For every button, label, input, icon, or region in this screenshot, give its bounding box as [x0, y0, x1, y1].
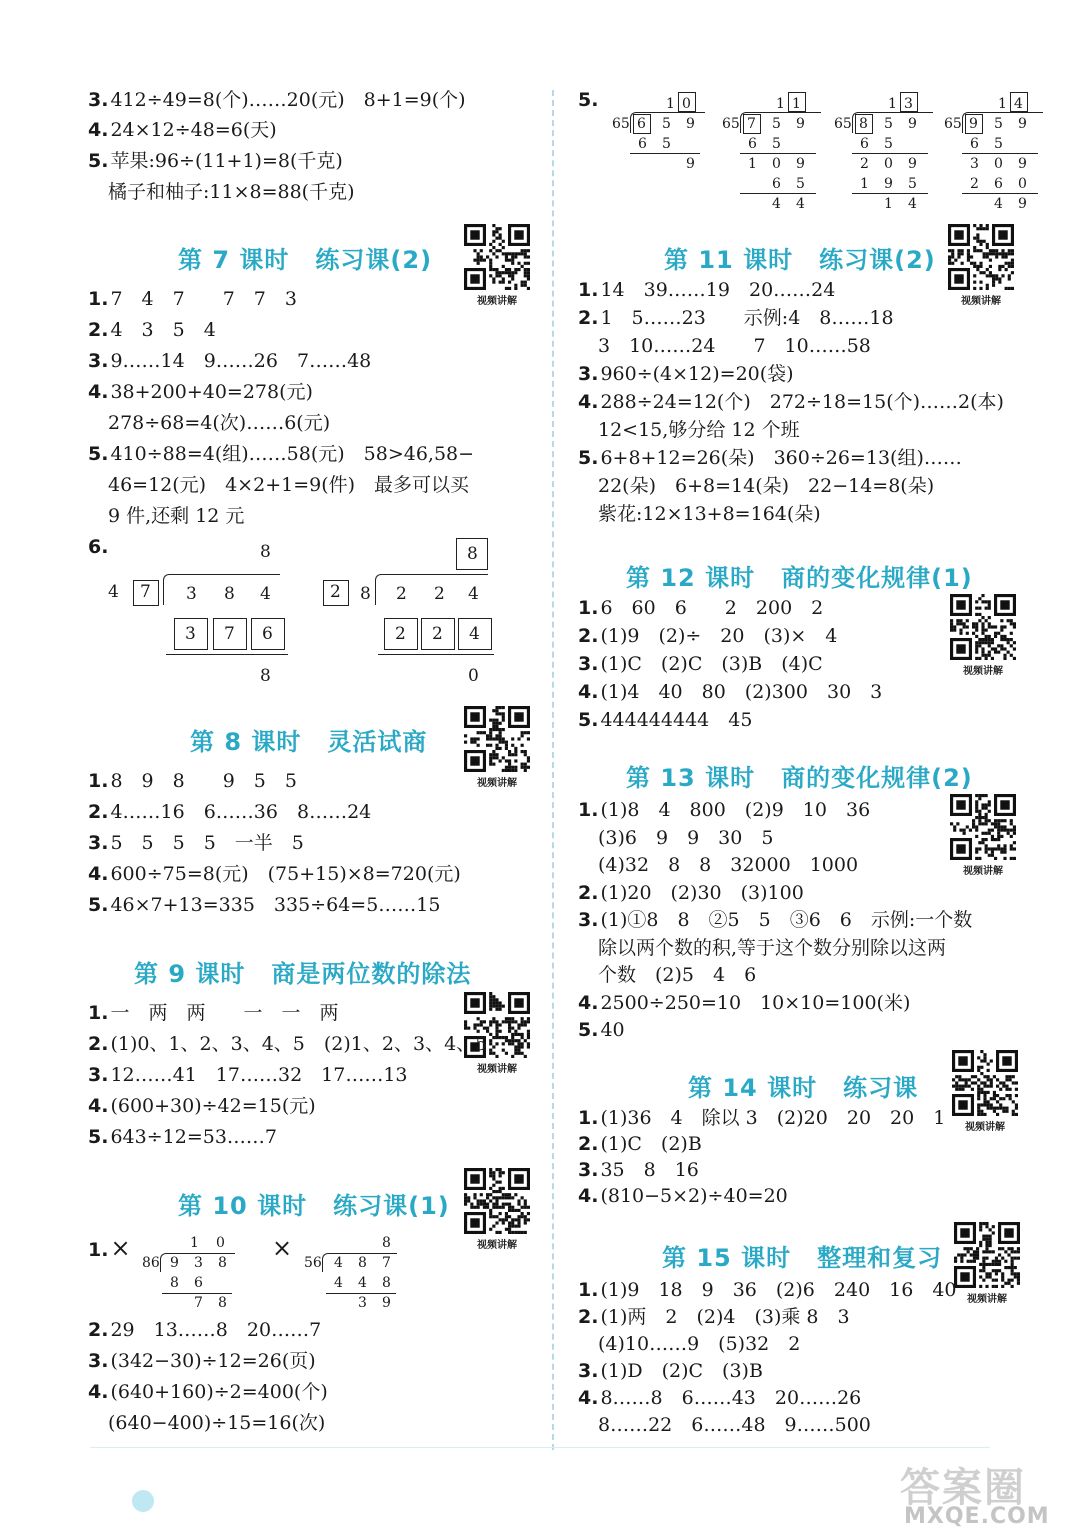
answer-line: 278÷68=4(次)……6(元)	[108, 412, 331, 434]
section-title-lesson-11: 第 11 课时 练习课(2)	[664, 246, 936, 274]
answer-line: 除以两个数的积,等于这个数分别除以这两	[598, 936, 947, 959]
answer-line: 2. 29 13……8 20……7	[88, 1319, 322, 1341]
answer-line: 5. 苹果:96÷(11+1)=8(千克)	[88, 150, 343, 172]
section-title-lesson-8: 第 8 课时 灵活试商	[190, 728, 428, 756]
left-column: 3. 412÷49=8(个)……20(元) 8+1=9(个) 4. 24×12÷48=6(天) 5. 苹果:96÷(11+1)=8(千克) 橘子和柚子:11×8=88(千克) 第 7 课时 练习课(2) 视频讲解 1. 7 4 7 7 7 3 2. 4 3 5 4 3. 9……14 9……26 7……48 4. 38+200+40=278(元) 278÷68=4(次)……6(元) 5. 410÷88=4(组)……58(元) 58>46,58− 46=12(元) 4×2+1=9(件) 最多可以买 9 件,还剩 12 元 6. 8 4 7 3 8 4 3 7 6 8 8 2 8 2 2 4 2 2 4 0 第 8 课时 灵活试商 视频讲解 1. 8 9 8 9 5 5 2. 4……16 6……36 8……24 3. 5 5 5 5 一半 5 4. 600÷75=8(元) (75+15)×8=720(元) 5. 46×7+13=335 335÷64=5……15 第 9 课时 商是两位数的除法 视频讲解 1. 一 两 两 一 一 两 2. (1)0、1、2、3、4、5 (2)1、2、3、4、5 3. 12……41 17……32 17……13 4. (600+30)÷42=15(元) 5. 643÷12=53……7 第 10 课时 练习课(1) 视频讲解 1.× × 1 0 86 9 3 8 8 6 7 8 8 56 4 8 7 4 4 8 3 9 2. 29 13……8 20……7 3. (342−30)÷12=26(页) 4. (640+160)÷2=400(个) (640−400)÷15=16(次)	[0, 0, 548, 1536]
answer-line: 3. (1)D (2)C (3)B	[578, 1360, 763, 1382]
answer-line: 4. 288÷24=12(个) 272÷18=15(个)……2(本)	[578, 391, 1004, 413]
answer-line: 1. (1)8 4 800 (2)9 10 36	[578, 799, 871, 821]
answer-line: 2. 1 5……23 示例:4 8……18	[578, 307, 894, 329]
section-title-lesson-14: 第 14 课时 练习课	[688, 1074, 919, 1102]
watermark-logo: 答案圈 MXQE.COM	[900, 1465, 1050, 1529]
video-qr-code[interactable]: 视频讲解	[948, 224, 1014, 307]
answer-line: 1. 一 两 两 一 一 两	[88, 1002, 339, 1024]
footer-rule	[90, 1447, 990, 1448]
answer-line: 3. (1)C (2)C (3)B (4)C	[578, 653, 823, 675]
answer-line: 2. (1)两 2 (2)4 (3)乘 8 3	[578, 1306, 850, 1328]
qr-code-icon	[950, 794, 1016, 860]
answer-line: 3 10……24 7 10……58	[598, 335, 871, 357]
answer-line: 4. 38+200+40=278(元)	[88, 381, 313, 403]
qr-code-icon	[464, 1168, 530, 1234]
qr-code-icon	[464, 224, 530, 290]
right-column: 5. 1 0 65 6 5 9 6 5 9 1 1 65 7 5 9 6 5 1 0 9 6 5 4 4 1 3 65 8 5 9 6 5 2 0 9 1 9 5 1 4 1 4 65 9 5 9 6 5 3 0 9 2 6 0 4 9 第 11 课时 练习课(2) 视频讲解 1. 14 39……19 20……24 2. 1 5……23 示例:4 8……18 3 10……24 7 10……58 3. 960÷(4×12)=20(袋) 4. 288÷24=12(个) 272÷18=15(个)……2(本) 12<15,够分给 12 个班 5. 6+8+12=26(朵) 360÷26=13(组)…… 22(朵) 6+8=14(朵) 22−14=8(朵) 紫花:12×13+8=164(朵) 第 12 课时 商的变化规律(1) 视频讲解 1. 6 60 6 2 200 2 2. (1)9 (2)÷ 20 (3)× 4 3. (1)C (2)C (3)B (4)C 4. (1)4 40 80 (2)300 30 3 5. 444444444 45 第 13 课时 商的变化规律(2) 视频讲解 1. (1)8 4 800 (2)9 10 36 (3)6 9 9 30 5 (4)32 8 8 32000 1000 2. (1)20 (2)30 (3)100 3. (1)①8 8 ②5 5 ③6 6 示例:一个数 除以两个数的积,等于这个数分别除以这两 个数 (2)5 4 6 4. 2500÷250=10 10×10=100(米) 5. 40 第 14 课时 练习课 视频讲解 1. (1)36 4 除以 3 (2)20 20 20 1 2. (1)C (2)B 3. 35 8 16 4. (810−5×2)÷40=20 第 15 课时 整理和复习 视频讲解 1. (1)9 18 9 36 (2)6 240 16 40 2. (1)两 2 (2)4 (3)乘 8 3 (4)10……9 (5)32 2 3. (1)D (2)C (3)B 4. 8……8 6……43 20……26 8……22 6……48 9……500	[556, 0, 1072, 1536]
answer-line: 1. 7 4 7 7 7 3	[88, 288, 297, 310]
answer-line: 22(朵) 6+8=14(朵) 22−14=8(朵)	[598, 475, 935, 497]
answer-line: 2. (1)C (2)B	[578, 1133, 702, 1155]
qr-code-icon	[948, 224, 1014, 290]
video-qr-code[interactable]: 视频讲解	[464, 992, 530, 1075]
answer-line: 5. 643÷12=53……7	[88, 1126, 277, 1148]
qr-code-icon	[952, 1050, 1018, 1116]
answer-line: 个数 (2)5 4 6	[598, 964, 757, 986]
answer-line: 5.	[578, 89, 599, 111]
answer-line: 4. (640+160)÷2=400(个)	[88, 1381, 328, 1403]
answer-line: 12<15,够分给 12 个班	[598, 419, 800, 441]
answer-line: 46=12(元) 4×2+1=9(件) 最多可以买	[108, 474, 470, 496]
video-qr-code[interactable]: 视频讲解	[950, 594, 1016, 677]
video-qr-code[interactable]: 视频讲解	[464, 1168, 530, 1251]
answer-line: 1. (1)36 4 除以 3 (2)20 20 20 1	[578, 1107, 946, 1129]
answer-line: 3. 9……14 9……26 7……48	[88, 350, 372, 372]
answer-line: 1. (1)9 18 9 36 (2)6 240 16 40	[578, 1279, 957, 1301]
answer-line: 1. 8 9 8 9 5 5	[88, 770, 297, 792]
section-title-lesson-15: 第 15 课时 整理和复习	[662, 1244, 943, 1272]
answer-line: (4)10……9 (5)32 2	[598, 1333, 801, 1355]
answer-line: 5. 6+8+12=26(朵) 360÷26=13(组)……	[578, 447, 962, 469]
qr-code-icon	[954, 1222, 1020, 1288]
answer-line: 4. (600+30)÷42=15(元)	[88, 1095, 316, 1117]
video-qr-code[interactable]: 视频讲解	[464, 224, 530, 307]
column-divider	[552, 90, 554, 1450]
answer-line: 2. (1)0、1、2、3、4、5 (2)1、2、3、4、5	[88, 1033, 488, 1055]
cross-mark: ×	[272, 1234, 293, 1262]
answer-line: (3)6 9 9 30 5	[598, 826, 774, 849]
answer-line: 5. 444444444 45	[578, 709, 753, 731]
section-title-lesson-9: 第 9 课时 商是两位数的除法	[134, 960, 472, 988]
video-qr-code[interactable]: 视频讲解	[954, 1222, 1020, 1305]
answer-line: 6.	[88, 536, 109, 558]
answer-line: (4)32 8 8 32000 1000	[598, 854, 859, 876]
answer-line: 3. 5 5 5 5 一半 5	[88, 832, 304, 854]
qr-code-icon	[950, 594, 1016, 660]
answer-line: 3. 12……41 17……32 17……13	[88, 1064, 408, 1086]
answer-line: 8……22 6……48 9……500	[598, 1414, 871, 1436]
answer-line: 4. (810−5×2)÷40=20	[578, 1185, 788, 1207]
answer-line: (640−400)÷15=16(次)	[108, 1412, 326, 1434]
answer-line: 3. 412÷49=8(个)……20(元) 8+1=9(个)	[88, 89, 466, 111]
section-title-lesson-13: 第 13 课时 商的变化规律(2)	[626, 764, 973, 792]
answer-line: 1.×	[88, 1234, 131, 1262]
answer-line: 紫花:12×13+8=164(朵)	[598, 503, 821, 525]
answer-line: 1. 6 60 6 2 200 2	[578, 597, 824, 619]
answer-line: 3. (342−30)÷12=26(页)	[88, 1350, 316, 1372]
answer-line: 2. 4……16 6……36 8……24	[88, 801, 372, 823]
answer-line: 3. 960÷(4×12)=20(袋)	[578, 363, 794, 385]
answer-line: 4. (1)4 40 80 (2)300 30 3	[578, 681, 883, 703]
section-title-lesson-12: 第 12 课时 商的变化规律(1)	[626, 564, 973, 592]
answer-line: 4. 2500÷250=10 10×10=100(米)	[578, 991, 911, 1014]
answer-line: 2. (1)20 (2)30 (3)100	[578, 881, 804, 904]
answer-line: 4. 600÷75=8(元) (75+15)×8=720(元)	[88, 863, 461, 885]
answer-line: 4. 24×12÷48=6(天)	[88, 119, 277, 141]
section-title-lesson-7: 第 7 课时 练习课(2)	[178, 246, 433, 274]
answer-line: 2. (1)9 (2)÷ 20 (3)× 4	[578, 625, 838, 647]
answer-line: 2. 4 3 5 4	[88, 319, 216, 341]
video-qr-code[interactable]: 视频讲解	[950, 794, 1016, 877]
answer-line: 5. 410÷88=4(组)……58(元) 58>46,58−	[88, 443, 475, 465]
section-title-lesson-10: 第 10 课时 练习课(1)	[178, 1192, 450, 1220]
answer-line: 4. 8……8 6……43 20……26	[578, 1387, 862, 1409]
qr-code-icon	[464, 706, 530, 772]
answer-line: 3. (1)①8 8 ②5 5 ③6 6 示例:一个数	[578, 909, 973, 931]
page-corner-dot	[132, 1490, 154, 1512]
answer-line: 1. 14 39……19 20……24	[578, 279, 836, 301]
answer-line: 橘子和柚子:11×8=88(千克)	[108, 181, 355, 203]
answer-line: 9 件,还剩 12 元	[108, 505, 245, 527]
video-qr-code[interactable]: 视频讲解	[952, 1050, 1018, 1133]
answer-line: 5. 40	[578, 1019, 625, 1041]
video-qr-code[interactable]: 视频讲解	[464, 706, 530, 789]
answer-line: 5. 46×7+13=335 335÷64=5……15	[88, 894, 441, 916]
answer-line: 3. 35 8 16	[578, 1159, 699, 1181]
